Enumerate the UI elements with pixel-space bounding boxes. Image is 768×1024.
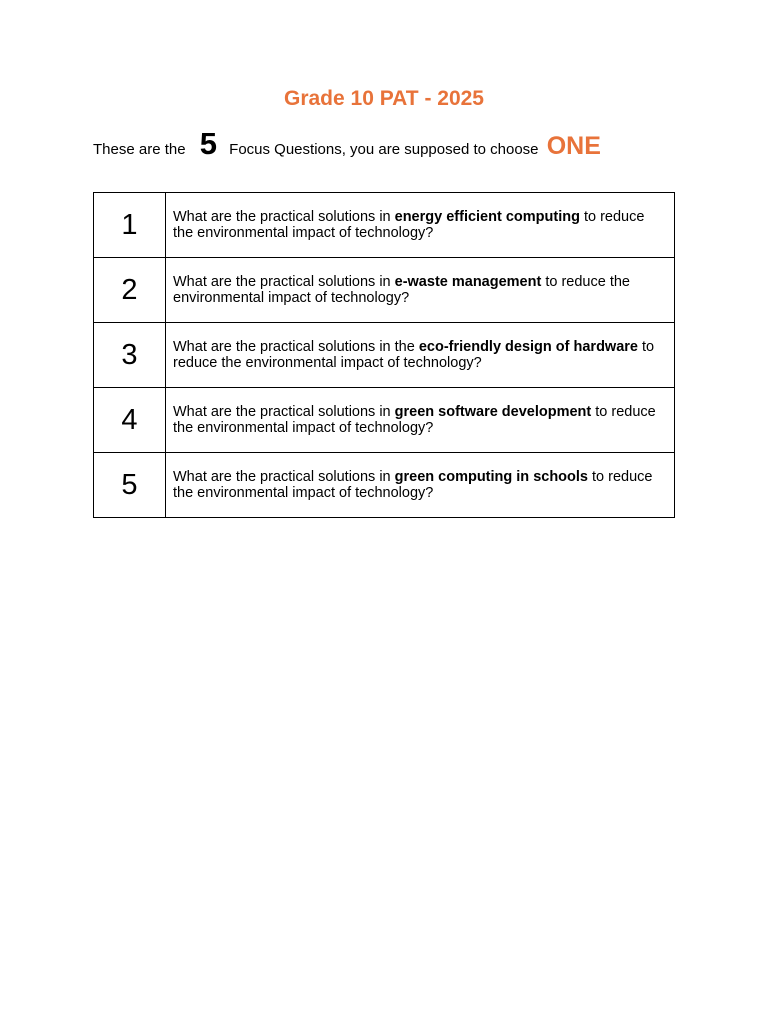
question-number: 5: [94, 453, 166, 518]
question-prefix: What are the practical solutions in: [173, 208, 395, 225]
question-text: [166, 388, 675, 453]
question-topic: green software development: [394, 403, 592, 420]
intro-line: [93, 126, 693, 166]
question-prefix: What are the practical solutions in the: [173, 338, 419, 355]
question-count: 5: [199, 126, 217, 161]
intro-before-text: These are the: [93, 141, 186, 158]
question-topic: green computing in schools: [394, 468, 588, 485]
question-prefix: What are the practical solutions in: [173, 403, 395, 420]
intro-middle-text: Focus Questions, you are supposed to choose: [229, 141, 539, 158]
table-row: [94, 258, 675, 323]
question-suffix: to reduce the environmental impact of technology?: [173, 403, 656, 436]
question-topic: e-waste management: [394, 273, 542, 290]
focus-questions-table: [93, 192, 675, 518]
question-suffix: to reduce the environmental impact of technology?: [173, 468, 653, 501]
question-number: 3: [94, 323, 166, 388]
question-number: 1: [94, 193, 166, 258]
table-row: [94, 388, 675, 453]
question-prefix: What are the practical solutions in: [173, 273, 395, 290]
table-row: [94, 193, 675, 258]
question-text: [166, 453, 675, 518]
question-suffix: to reduce the environmental impact of technology?: [173, 273, 630, 306]
question-number: 2: [94, 258, 166, 323]
question-text: [166, 193, 675, 258]
table-row: [94, 323, 675, 388]
page-title: Grade 10 PAT - 2025: [284, 87, 484, 110]
question-text: [166, 323, 675, 388]
question-suffix: to reduce the environmental impact of technology?: [173, 338, 655, 371]
question-text: [166, 258, 675, 323]
question-suffix: to reduce the environmental impact of technology?: [173, 208, 645, 241]
question-topic: eco-friendly design of hardware: [418, 338, 638, 355]
choice-emphasis: ONE: [546, 132, 601, 160]
question-prefix: What are the practical solutions in: [173, 468, 395, 485]
question-number: 4: [94, 388, 166, 453]
question-topic: energy efficient computing: [394, 208, 580, 225]
table-row: [94, 453, 675, 518]
